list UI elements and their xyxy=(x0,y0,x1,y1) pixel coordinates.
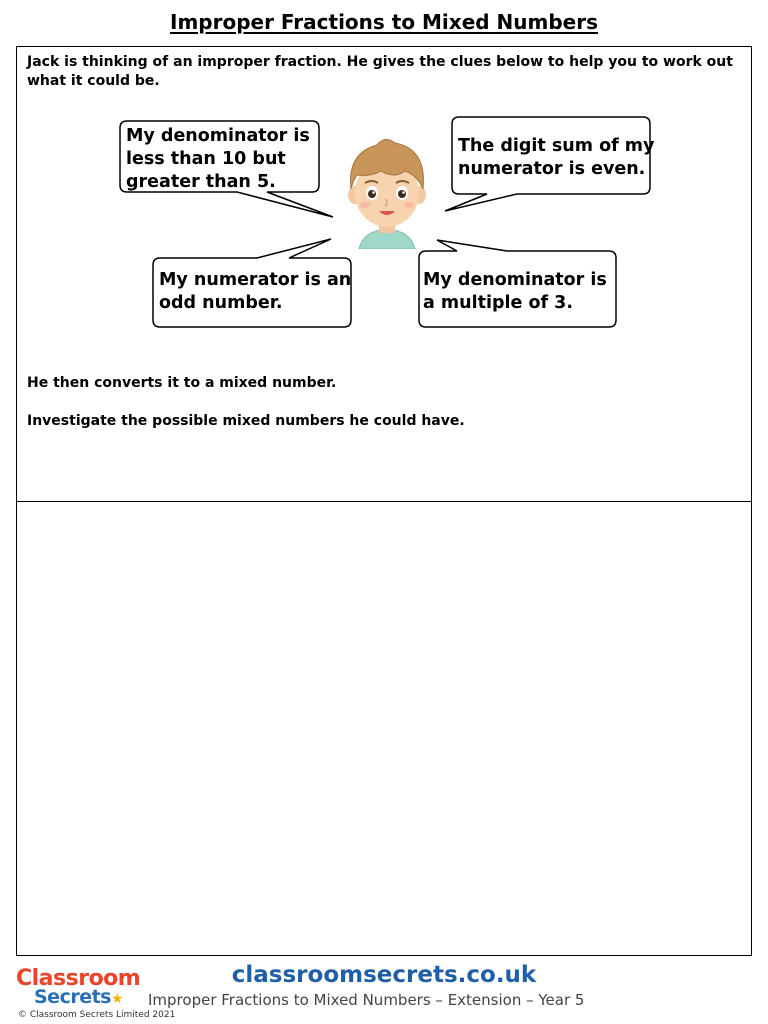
clue-1-line-2: less than 10 but xyxy=(126,149,286,169)
clue-bubble-4 xyxy=(417,265,613,315)
logo-text-classroom: Classroom xyxy=(16,966,141,991)
clue-bubble-2 xyxy=(452,131,660,181)
clue-4-line-2: a multiple of 3. xyxy=(423,293,573,313)
footer-subtitle: Improper Fractions to Mixed Numbers – Extension – Year 5 xyxy=(148,991,585,1009)
clue-2-line-1: The digit sum of my xyxy=(458,136,655,156)
question-intro: Jack is thinking of an improper fraction. He gives the clues below to help you to work out what it could be. xyxy=(27,54,733,89)
clue-2-line-2: numerator is even. xyxy=(458,159,646,179)
logo-text-secrets-word: Secrets xyxy=(34,986,111,1008)
clue-4-line-1: My denominator is xyxy=(423,270,607,290)
followup-text-2: Investigate the possible mixed numbers he could have. xyxy=(27,413,465,429)
clue-3-line-2: odd number. xyxy=(159,293,283,313)
clue-3-line-1: My numerator is an xyxy=(159,270,352,290)
boy-character-illustration xyxy=(335,131,439,249)
page-title: Improper Fractions to Mixed Numbers xyxy=(170,10,598,34)
footer-website: classroomsecrets.co.uk xyxy=(231,962,537,988)
star-icon: ★ xyxy=(110,991,124,1007)
logo-text-secrets xyxy=(34,986,123,1008)
clue-bubble-3 xyxy=(153,265,357,315)
clue-1-line-1: My denominator is xyxy=(126,126,310,146)
footer-copyright: © Classroom Secrets Limited 2021 xyxy=(18,1010,176,1020)
clue-1-line-3: greater than 5. xyxy=(126,172,276,192)
followup-text-1: He then converts it to a mixed number. xyxy=(27,375,337,391)
clue-bubble-1 xyxy=(120,121,316,194)
question-box xyxy=(16,46,752,502)
answer-area[interactable] xyxy=(16,502,752,956)
